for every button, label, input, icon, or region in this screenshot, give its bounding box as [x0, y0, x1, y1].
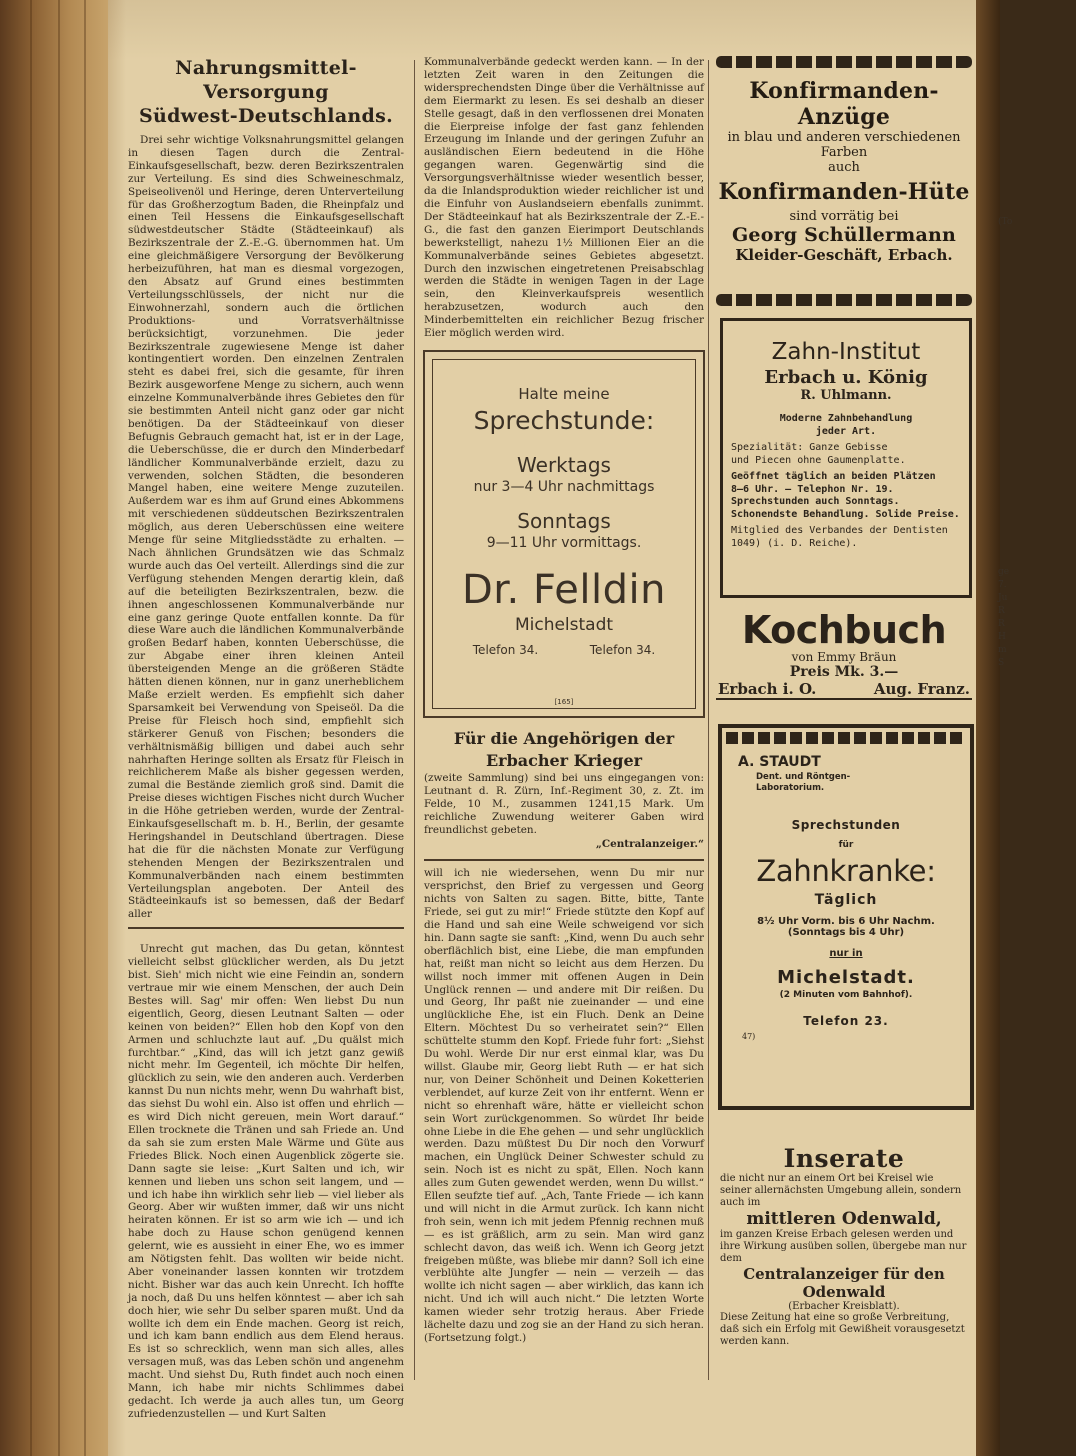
ad-line: (Sonntags bis 4 Uhr): [787, 927, 905, 938]
ad-line: R. Uhlmann.: [800, 388, 892, 403]
ad-line: sind vorrätig bei: [789, 209, 899, 224]
ad-footer: [716, 680, 972, 700]
ad-line: Mitglied des Verbandes der Dentisten: [731, 525, 948, 536]
ad-line: (2 Minuten vom Bahnhof).: [779, 990, 913, 1000]
ornament-bar: [716, 294, 972, 306]
story-divider: [424, 859, 704, 861]
ad-telephone-row: [433, 643, 695, 657]
edge-fragment: Ju: [998, 593, 1008, 603]
edge-fragment: m: [998, 645, 1007, 655]
ad-line: Sonntags: [517, 508, 611, 533]
ad-line: jeder Art.: [815, 425, 877, 437]
ad-line: Werktags: [517, 452, 611, 477]
ad-heading: Konfirmanden-Hüte: [718, 179, 970, 205]
office-hours-ad: [423, 350, 705, 718]
newspaper-page: [108, 0, 1013, 1456]
ad-line: mittleren Odenwald,: [746, 1209, 942, 1229]
article-text: Kommunalverbände gedeckt werden kann. — In der letzten Zeit waren in den Zeitungen die widersprechendsten Dinge über die Verhältnisse auf dem Eiermarkt zu lesen. Es sei deshalb an dieser Stelle gesagt, daß in den verflossenen drei Monaten die Eierpreise infolge der fast ganz fehlenden Erzeugung im Inlande und der geringen Zufuhr an ausländischen Eiern bedeutend in die Höhe gegangen waren. Gegenwärtig sind die Versorgungsverhältnisse wieder wesentlich besser, da die Inlandsproduktion wieder reichlicher ist und die Einfuhr von Auslandseiern ebenfalls zunimmt. Der Städteeinkauf hat als Bezirkszentrale der Z.-E.-G., die fast den ganzen Eierimport Deutschlands bewerkstelligt, nahezu 1½ Millionen Eier an die Kommunalverbände seines Gebietes abgesetzt. Durch den inzwischen eingetretenen Preisabschlag werden die Städte in wenigen Tagen in der Lage sein, den Kleinverkaufspreis wesentlich herabzusetzen, wodurch auch den Minderbemittelten ein reichlicher Bezug frischer Eier möglich werden wird.: [424, 56, 704, 340]
advertising-notice: [716, 1144, 972, 1348]
ad-inner-frame: [432, 359, 696, 709]
ad-line: von Emmy Bräun: [791, 650, 897, 664]
ad-line: Kleider-Geschäft, Erbach.: [735, 246, 953, 264]
ad-heading: Sprechstunde:: [473, 405, 655, 435]
ad-subtitle: [756, 772, 970, 794]
ad-heading: Zahnkranke:: [756, 854, 936, 888]
ad-line: in blau und anderen verschiedenen Farben: [727, 130, 961, 160]
serial-story-continuation: [424, 867, 704, 1345]
notice-body: [424, 772, 704, 851]
newspaper-name: Centralanzeiger für den Odenwald: [743, 1265, 945, 1301]
serial-story-body: [128, 943, 404, 1421]
ad-line: Spezialität: Ganze Gebisse: [731, 442, 888, 453]
serial-text: Unrecht gut machen, das Du getan, könntest vielleicht selbst glücklicher werden, als Du jetzt bist. Sieh' mich nicht wie eine Feindin an, sondern vertraue mir wie einem Menschen, der auch Dein Bestes will. Sag' mir offen: Wen liebst Du nun eigentlich, Georg, diesen Leutnant Salten — oder keinen von beiden?“ Ellen hob den Kopf von den Armen und schluchzte laut auf. „Du quälst mich furchtbar.“ „Kind, das will ich jetzt ganz gewiß nicht mehr. Im Gegenteil, ich möchte Dir helfen, glücklich zu sein, wie den anderen auch. Verderben kannst Du nun nichts mehr, wenn Du wahrhaft bist, das siehst Du wohl ein. Also ist offen und ehrlich — es wird Dich nicht gereuen, mein Wort darauf.“ Ellen trocknete die Tränen und sah Friede an. Und da sah sie zum ersten Male Wärme und Güte aus Friedes Blick. Noch einen Augenblick zögerte sie. Dann sagte sie leise: „Kurt Salten und ich, wir kennen und lieben uns schon seit langem, und — und ich habe ihn wirklich sehr lieb — viel lieber als Georg. Aber wir wußten immer, daß wir uns nicht heiraten können. Er ist so arm wie ich — und ich habe doch zu Hause schon genügend kennen gelernt, wie es aussieht in einer Ehe, wo es immer am Nötigsten fehlt. Das wollten wir beide nicht. Aber voneinander lassen konnten wir trotzdem nicht. Bisher war das auch kein Unrecht. Ich hoffte ja noch, daß Du uns helfen könntest — aber ich sah doch hier, wie sehr Du selber sparen mußt. Und da wollte ich dem ein Ende machen. Georg ist reich, und ich kam bann endlich aus dem Elend heraus. Es ist so schrecklich, wenn man sich alles, alles versagen muß, was das Leben schön und angenehm macht. Und siehst Du, Ruth findet auch noch einen Mann, ich habe mir nichts Schlimmes dabei gedacht. Ich werde ja auch alles tun, um Georg zufriedenzustellen — und Kurt Salten: [128, 943, 404, 1420]
ad-line: Schonendste Behandlung. Solide Preise.: [731, 508, 960, 520]
notice-title-line-1: Für die Angehörigen der: [453, 728, 675, 748]
telephone-label: Telefon 34.: [472, 642, 539, 657]
ad-line: 9—11 Uhr vormittags.: [486, 534, 642, 551]
edge-fragment: R: [998, 606, 1005, 616]
ad-heading: Inserate: [783, 1144, 905, 1173]
column-3-ads: [716, 56, 1076, 1386]
article-continuation: [424, 56, 704, 340]
notice-text: (zweite Sammlung) sind bei uns eingegangen von: Leutnant d. R. Zürn, Inf.-Regiment 30, z. Zt. im Felde, 10 M., zusammen 1241,15 Mark. Um reichliche Zuwendung weiterer Gaben wird freundlichst gebeten.: [424, 771, 704, 836]
ad-line: für: [838, 840, 854, 850]
ad-line: die nicht nur an einem Ort bei Kreisel wie seiner allernächsten Umgebung allein, sondern auch im: [720, 1173, 962, 1208]
ad-line: Moderne Zahnbehandlung: [779, 413, 913, 424]
ad-line: Täglich: [814, 892, 878, 908]
notice-signature: „Centralanzeiger.“: [595, 838, 704, 851]
ad-details: [723, 413, 969, 550]
doctor-name: Dr. Felldin: [461, 566, 666, 613]
ad-line: Halte meine: [518, 384, 610, 403]
column-rule: [708, 60, 709, 1380]
headline-line-2: Südwest-Deutschlands.: [138, 105, 394, 127]
article-headline: [128, 56, 404, 128]
ad-line: 8—6 Uhr. — Telephon Nr. 19.: [731, 483, 894, 495]
ad-line: nur 3—4 Uhr nachmittags: [473, 478, 655, 495]
column-2: [424, 56, 704, 1386]
ad-heading: Zahn-Institut: [771, 339, 921, 365]
ad-line: auch: [828, 160, 860, 175]
ad-merchant: Georg Schüllermann: [732, 224, 956, 246]
cookbook-ad: [716, 608, 972, 700]
edge-fragment: S: [998, 658, 1005, 668]
edge-fragment: ge: [998, 567, 1010, 577]
ad-town: Michelstadt: [514, 614, 614, 635]
ad-line: im ganzen Kreise Erbach gelesen werden und ihre Wirkung ausüben sollen, übergebe man nur dem: [720, 1229, 967, 1264]
dentist-staudt-ad: [718, 724, 974, 1110]
edge-fragment: (To: [998, 217, 1013, 227]
ad-line: Sprechstunden: [791, 818, 901, 832]
ad-heading: Kochbuch: [741, 608, 947, 652]
ad-line: Geöffnet täglich an beiden Plätzen: [731, 471, 936, 482]
article-body: [128, 134, 404, 921]
ad-line: Diese Zeitung hat eine so große Verbreitung, daß sich ein Erfolg mit Gewißheit vorausgesetzt werden kann.: [720, 1312, 965, 1347]
ad-heading: A. STAUDT: [738, 754, 821, 770]
ad-line: 8½ Uhr Vorm. bis 6 Uhr Nachm.: [757, 916, 935, 927]
column-1: [128, 56, 404, 1420]
column-rule: [414, 60, 415, 1380]
ad-line: 1049) (i. D. Reiche).: [731, 537, 858, 549]
ad-code: [165]: [554, 697, 574, 706]
ad-town: Erbach i. O.: [718, 680, 817, 698]
serial-text: will ich nie wiedersehen, wenn Du mir nur versprichst, den Brief zu vergessen und Georg nichts von Salten zu sagen. Bitte, bitte, Tante Friede, sei gut zu mir!“ Friede stützte den Kopf auf die Hand und sah eine Weile schweigend vor sich hin. Dann sagte sie sanft: „Kind, wenn Du auch sehr oberflächlich bist, eine Liebe, die man empfunden hat, reißt man nicht so leicht aus dem Herzen. Du willst noch immer mit offenen Augen in Dein Unglück rennen — und andere mit Dir reißen. Du und Georg, Ihr paßt nie zueinander — und eine unglückliche Ehe, ist ein Fluch. Denk an Deine Eltern. Möchtest Du so verheiratet sein?“ Ellen schüttelte stumm den Kopf. Friede fuhr fort: „Siehst Du wohl. Werde Dir nur erst einmal klar, was Du willst. Glaube mir, Georg liebt Ruth — er hat sich nur, von Deiner Schönheit und Deinen Koketterien verblendet, auf kurze Zeit von ihr entfernt. Wenn er nicht so ehrenhaft wäre, hätte er vielleicht schon sein Wort zurückgenommen. So würdet Ihr beide ohne Liebe in die Ehe gehen — und sehr unglücklich werden. Dazu müßtest Du Dir noch den Vorwurf machen, ein Unglück Deiner Schwester schuld zu sein. Noch ist es nicht zu spät, Ellen. Noch kann alles zum Guten gewendet werden, wenn Du willst.“ Ellen seufzte tief auf. „Ach, Tante Friede — ich kann und will nicht in die Armut zurück. Ich kann nicht froh sein, wenn ich mit jedem Pfennig rechnen muß — es ist gräßlich, arm zu sein. Man wird ganz schlecht davon, das weiß ich. Wenn ich Georg jetzt freigeben müßte, was bliebe mir dann? Soll ich eine verblühte alte Jungfer — nein — verzeih — das wollte ich nicht sagen — aber wirklich, das kann ich nicht. Und ich will auch nicht.“ Die letzten Worte kamen wieder sehr trotzig heraus. Aber Friede lächelte dazu und zog sie an der Hand zu sich heran. (Fortsetzung folgt.): [424, 867, 704, 1344]
confirmation-suits-ad: [716, 78, 972, 264]
ad-town: Michelstadt.: [777, 967, 915, 988]
ad-line: nur in: [829, 948, 863, 959]
ad-line: Dent. und Röntgen-: [756, 772, 851, 782]
headline-line-1: Nahrungsmittel-Versorgung: [175, 57, 357, 103]
ornament-bar: [726, 732, 966, 744]
edge-fragment: R: [998, 619, 1005, 629]
ad-line: Erbach u. König: [764, 367, 928, 388]
ad-merchant: Aug. Franz.: [873, 680, 970, 698]
book-binding: [0, 0, 108, 1456]
telephone-label: Telefon 23.: [803, 1014, 889, 1028]
telephone-label: Telefon 34.: [589, 642, 656, 657]
ad-code: 47): [742, 1032, 756, 1041]
ad-line: und Piecen ohne Gaumenplatte.: [731, 454, 906, 466]
donation-notice: [424, 728, 704, 851]
article-text: Drei sehr wichtige Volksnahrungsmittel gelangen in diesen Tagen durch die Zentral-Einkaufsgesellschaft, bezw. deren Bezirkszentralen zur Verteilung. Es sind dies Schweineschmalz, Speiseolivenöl und Heringe, deren Unterverteilung für das Großherzogtum Baden, die Rheinpfalz und einen Teil Hessens die Einkaufsgesellschaft südwestdeutscher Städte (Städteeinkauf) als Bezirkszentrale der Z.-E.-G. übernommen hat. Um eine gleichmäßigere Versorgung der Bevölkerung herbeizuführen, hat man es diesmal vorgezogen, den Absatz auf Grund eines bestimmten Verteilungsschlüssels, der nicht nur die Einwohnerzahl, sondern auch die örtlichen Produktions- und Vorratsverhältnisse berücksichtigt, vorzunehmen. Die jeder Bezirkszentrale zugewiesene Menge ist daher kontingentiert worden. Den einzelnen Zentralen steht es dabei frei, sich die gesamte, für ihren Bezirk ausgeworfene Menge zu sichern, auch wenn einzelne Kommunalverbände ihres Gebietes den für sie bestimmten Anteil nicht ganz oder gar nicht benötigen. Da der Städteeinkauf von dieser Befugnis Gebrauch gemacht hat, ist er in der Lage, die Ueberschüsse, die er durch den Minderbedarf ländlicher Kommunalverbände erzielt, dazu zu verwenden, solchen Städten, die besonderen Mangel haben, eine weitere Menge zuzuteilen. Außerdem war es ihm auf Grund eines Abkommens mit verschiedenen süddeutschen Bezirkszentralen möglich, aus deren Ueberschüssen eine weitere Menge für seine Mitgliedsstädte zu erhalten. — Nach ähnlichen Grundsätzen wie das Schmalz wurde auch das Oel verteilt. Allerdings sind die zur Verfügung stehenden Mengen derartig klein, daß auf die beteiligten Bezirkszentralen, bezw. die ihnen angeschlossenen Kommunalverbände nur eine ganz geringe Quote entfallen konnte. Da für diese Ware auch die ländlichen Kommunalverbände großen Bedarf haben, konnten Ueberschüsse, die zur Abgabe einer ihren kleinen Anteil übersteigenden Menge an die größeren Städte hätten dienen können, nur in ganz unerheblichem Maße erzielt werden. Es empfiehlt sich daher Sparsamkeit bei Verwendung von Speiseöl. Da die Preise für Fleisch hoch sind, empfiehlt sich stärkerer Genuß von Fischen; besonders die verhältnismäßig billigen und dabei auch sehr nahrhaften Heringe sollten als Ersatz für Fleisch in reichlicherem Maße als bisher gegessen werden, zumal die Bestände ziemlich groß sind. Damit die Preise dieses wichtigen Fisches nicht durch Wucher in die Höhe getrieben werden, wurde der Zentral-Einkaufsgesellschaft m. b. H., Berlin, der gesamte Heringshandel in Deutschland übertragen. Diese hat die für die nächsten Monate zur Verfügung stehenden Mengen der Bezirkszentralen und Kommunalverbänden nach einem bestimmten Verteilungsplan angeboten. Der Anteil des Städteeinkaufs ist so bemessen, daß der Bedarf aller: [128, 134, 404, 921]
ornament-bar: [716, 56, 972, 68]
story-divider: [128, 927, 404, 929]
edge-fragment: H: [998, 632, 1006, 642]
notice-title: [424, 728, 704, 772]
notice-title-line-2: Erbacher Krieger: [485, 750, 643, 770]
edge-fragment: 7.: [998, 580, 1007, 590]
ad-heading: Konfirmanden-Anzüge: [749, 78, 939, 130]
ad-line: (Erbacher Kreisblatt).: [788, 1301, 900, 1312]
ad-line: Sprechstunden auch Sonntags.: [731, 496, 900, 507]
ad-price: Preis Mk. 3.—: [789, 664, 899, 680]
dental-institute-ad: [720, 318, 972, 598]
ad-line: Laboratorium.: [756, 783, 825, 793]
